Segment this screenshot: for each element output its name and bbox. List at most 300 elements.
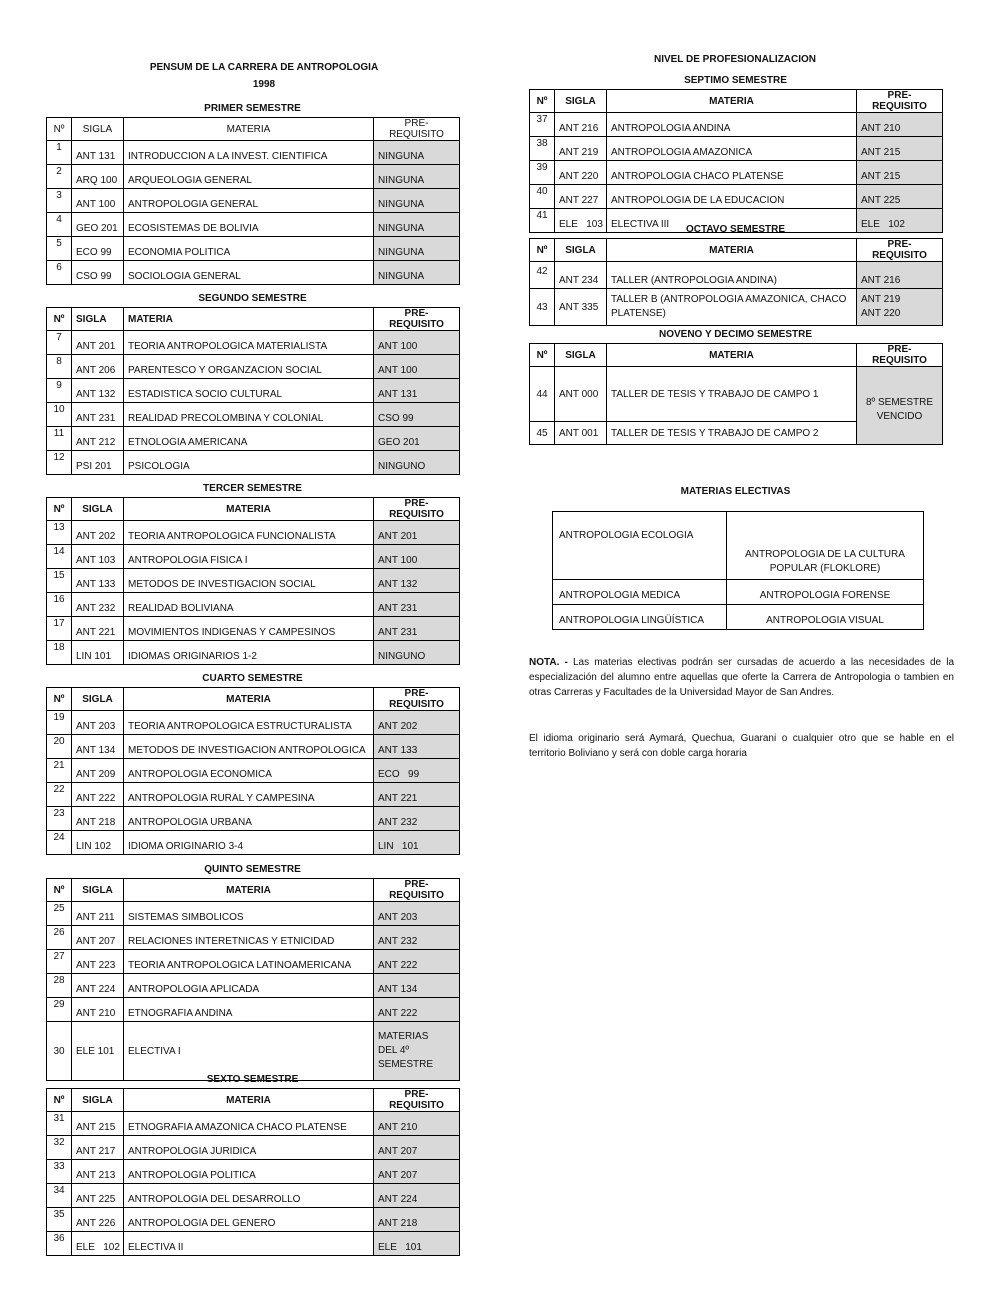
row-sigla: ANT 211: [72, 902, 124, 926]
row-sigla: ANT 133: [72, 569, 124, 593]
row-sigla: ANT 210: [72, 998, 124, 1022]
row-materia: RELACIONES INTERETNICAS Y ETNICIDAD: [124, 926, 374, 950]
col-prereq: PRE-REQUISITO: [374, 118, 460, 141]
table-row: [530, 137, 943, 161]
row-number: 7: [47, 331, 72, 355]
col-prereq: PRE-REQUISITO: [857, 239, 943, 262]
row-number: 35: [47, 1208, 72, 1232]
row-prereq: ANT 221: [374, 783, 460, 807]
right-title: NIVEL DE PROFESIONALIZACION: [653, 54, 817, 65]
table-row: [47, 379, 460, 403]
row-sigla: GEO 201: [72, 213, 124, 237]
row-sigla: ELE 101: [72, 1022, 124, 1081]
row-number: 31: [47, 1112, 72, 1136]
row-prereq: 8º SEMESTRE VENCIDO: [857, 367, 943, 445]
col-prereq: PRE-REQUISITO: [374, 498, 460, 521]
row-prereq: NINGUNA: [374, 261, 460, 285]
row-materia: ANTROPOLOGIA JURIDICA: [124, 1136, 374, 1160]
row-materia: IDIOMAS ORIGINARIOS 1-2: [124, 641, 374, 665]
table-row: [47, 521, 460, 545]
row-materia: REALIDAD BOLIVIANA: [124, 593, 374, 617]
row-number: 5: [47, 237, 72, 261]
row-materia: ANTROPOLOGIA GENERAL: [124, 189, 374, 213]
col-prereq: PRE-REQUISITO: [374, 688, 460, 711]
row-prereq: ANT 131: [374, 379, 460, 403]
row-prereq: NINGUNO: [374, 641, 460, 665]
electiva-cell: ANTROPOLOGIA LINGÜÍSTICA: [553, 605, 727, 630]
semester-table: [46, 117, 460, 285]
col-n: Nº: [530, 344, 555, 367]
table-row: [530, 185, 943, 209]
prereq-line: ANT 220: [861, 308, 901, 319]
table-row: [47, 783, 460, 807]
row-number: 6: [47, 261, 72, 285]
section-title: SEXTO SEMESTRE: [206, 1074, 299, 1085]
row-materia: ARQUEOLOGIA GENERAL: [124, 165, 374, 189]
col-n: Nº: [530, 90, 555, 113]
row-number: 23: [47, 807, 72, 831]
row-materia: TEORIA ANTROPOLOGICA LATINOAMERICANA: [124, 950, 374, 974]
row-prereq: ANT 210: [374, 1112, 460, 1136]
electiva-cell: ANTROPOLOGIA DE LA CULTURA POPULAR (FLOKLORE): [727, 512, 924, 580]
row-sigla: ANT 222: [72, 783, 124, 807]
row-prereq: ANT 100: [374, 331, 460, 355]
row-sigla: ANT 220: [555, 161, 607, 185]
row-prereq: ANT 133: [374, 735, 460, 759]
row-number: 43: [530, 289, 555, 326]
col-sigla: SIGLA: [72, 308, 124, 331]
row-materia: ELECTIVA III: [607, 209, 857, 233]
row-prereq: ANT 215: [857, 137, 943, 161]
col-materia: MATERIA: [124, 688, 374, 711]
table-row: [47, 1232, 460, 1256]
row-materia: ANTROPOLOGIA ANDINA: [607, 113, 857, 137]
row-sigla: ANT 134: [72, 735, 124, 759]
row-materia: TEORIA ANTROPOLOGICA FUNCIONALISTA: [124, 521, 374, 545]
row-sigla: ANT 206: [72, 355, 124, 379]
row-number: 39: [530, 161, 555, 185]
table-row: [47, 569, 460, 593]
col-sigla: SIGLA: [555, 239, 607, 262]
prereq-line: MATERIAS: [378, 1031, 429, 1042]
row-number: 24: [47, 831, 72, 855]
prereq-line: DEL 4º: [378, 1045, 410, 1056]
section-title: SEPTIMO SEMESTRE: [684, 75, 787, 86]
row-sigla: ANT 213: [72, 1160, 124, 1184]
row-number: 34: [47, 1184, 72, 1208]
semester-table: [529, 343, 943, 445]
col-n: Nº: [47, 1089, 72, 1112]
prereq-line: ANT 219: [861, 294, 901, 305]
row-materia: ELECTIVA I: [124, 1022, 374, 1081]
col-n: Nº: [47, 688, 72, 711]
row-sigla: ANT 232: [72, 593, 124, 617]
row-materia: TALLER DE TESIS Y TRABAJO DE CAMPO 1: [607, 367, 857, 422]
table-row: [47, 1184, 460, 1208]
table-row: [47, 355, 460, 379]
row-materia: PARENTESCO Y ORGANZACION SOCIAL: [124, 355, 374, 379]
row-number: 8: [47, 355, 72, 379]
row-sigla: ELE 103: [555, 209, 607, 233]
table-row: [47, 926, 460, 950]
row-materia: ETNOGRAFIA ANDINA: [124, 998, 374, 1022]
row-number: 37: [530, 113, 555, 137]
row-number: 19: [47, 711, 72, 735]
row-prereq: ANT 202: [374, 711, 460, 735]
row-materia: ANTROPOLOGIA DEL DESARROLLO: [124, 1184, 374, 1208]
row-sigla: ANT 227: [555, 185, 607, 209]
row-number: 12: [47, 451, 72, 475]
row-number: 28: [47, 974, 72, 998]
row-prereq: ANT 222: [374, 998, 460, 1022]
electivas-table: [552, 511, 924, 630]
table-row: [530, 289, 943, 326]
row-materia: ETNOGRAFIA AMAZONICA CHACO PLATENSE: [124, 1112, 374, 1136]
row-sigla: ANT 234: [555, 262, 607, 289]
row-materia: TALLER (ANTROPOLOGIA ANDINA): [607, 262, 857, 289]
row-number: 36: [47, 1232, 72, 1256]
row-number: 26: [47, 926, 72, 950]
row-materia: METODOS DE INVESTIGACION SOCIAL: [124, 569, 374, 593]
row-number: 22: [47, 783, 72, 807]
row-sigla: ANT 103: [72, 545, 124, 569]
table-row: [47, 427, 460, 451]
row-sigla: ANT 202: [72, 521, 124, 545]
semester-table: [46, 497, 460, 665]
row-materia: METODOS DE INVESTIGACION ANTROPOLOGICA: [124, 735, 374, 759]
row-materia: TALLER DE TESIS Y TRABAJO DE CAMPO 2: [607, 422, 857, 445]
row-materia: REALIDAD PRECOLOMBINA Y COLONIAL: [124, 403, 374, 427]
row-prereq: ELE 102: [857, 209, 943, 233]
row-sigla: ANT 217: [72, 1136, 124, 1160]
table-row: [47, 403, 460, 427]
row-number: 14: [47, 545, 72, 569]
row-prereq: NINGUNA: [374, 165, 460, 189]
row-sigla: ANT 201: [72, 331, 124, 355]
row-prereq: ANT 132: [374, 569, 460, 593]
row-number: 16: [47, 593, 72, 617]
row-number: 29: [47, 998, 72, 1022]
row-number: 2: [47, 165, 72, 189]
col-n: Nº: [47, 308, 72, 331]
nota-paragraph: [529, 655, 954, 700]
row-prereq: NINGUNA: [374, 189, 460, 213]
row-sigla: ANT 203: [72, 711, 124, 735]
table-row: [553, 580, 924, 605]
row-materia: PSICOLOGIA: [124, 451, 374, 475]
row-prereq: ANT 232: [374, 807, 460, 831]
col-n: Nº: [530, 239, 555, 262]
row-prereq: ANT 134: [374, 974, 460, 998]
row-number: 4: [47, 213, 72, 237]
table-row: [47, 165, 460, 189]
table-row: [47, 213, 460, 237]
electiva-cell: ANTROPOLOGIA FORENSE: [727, 580, 924, 605]
row-materia: TEORIA ANTROPOLOGICA ESTRUCTURALISTA: [124, 711, 374, 735]
row-sigla: PSI 201: [72, 451, 124, 475]
row-sigla: ANT 209: [72, 759, 124, 783]
semester-table: [46, 878, 460, 1081]
prereq-line: SEMESTRE: [378, 1059, 434, 1070]
electiva-cell: ANTROPOLOGIA ECOLOGIA: [553, 512, 727, 580]
row-number: 13: [47, 521, 72, 545]
row-materia: ESTADISTICA SOCIO CULTURAL: [124, 379, 374, 403]
semester-table: [46, 307, 460, 475]
table-row: [47, 1112, 460, 1136]
section-title: QUINTO SEMESTRE: [204, 864, 301, 875]
row-materia: ANTROPOLOGIA APLICADA: [124, 974, 374, 998]
table-row: [47, 189, 460, 213]
col-sigla: SIGLA: [555, 90, 607, 113]
table-row: [47, 545, 460, 569]
section-sexto-semestre: [46, 1071, 459, 1256]
col-sigla: SIGLA: [72, 498, 124, 521]
row-prereq: ECO 99: [374, 759, 460, 783]
row-prereq: ANT 231: [374, 593, 460, 617]
table-row: [47, 141, 460, 165]
row-sigla: ANT 131: [72, 141, 124, 165]
col-materia: MATERIA: [607, 344, 857, 367]
section-tercer-semestre: [46, 480, 459, 665]
row-number: 3: [47, 189, 72, 213]
row-number: 17: [47, 617, 72, 641]
table-row: [47, 451, 460, 475]
row-materia: ANTROPOLOGIA DEL GENERO: [124, 1208, 374, 1232]
row-materia: ELECTIVA II: [124, 1232, 374, 1256]
row-materia: ANTROPOLOGIA ECONOMICA: [124, 759, 374, 783]
nota-label: NOTA. -: [529, 657, 568, 668]
section-title: NOVENO Y DECIMO SEMESTRE: [659, 329, 812, 340]
col-materia: MATERIA: [124, 879, 374, 902]
row-prereq: ANT 100: [374, 355, 460, 379]
row-sigla: ANT 207: [72, 926, 124, 950]
row-sigla: LIN 101: [72, 641, 124, 665]
idioma-paragraph: El idioma originario será Aymará, Quechua, Guarani o cualquier otro que se hable en el territorio Boliviano y será con doble carga horaria: [529, 733, 954, 759]
row-number: 20: [47, 735, 72, 759]
row-sigla: ELE 102: [72, 1232, 124, 1256]
col-materia: MATERIA: [124, 118, 374, 141]
row-sigla: ANT 335: [555, 289, 607, 326]
row-number: 10: [47, 403, 72, 427]
row-materia: TEORIA ANTROPOLOGICA MATERIALISTA: [124, 331, 374, 355]
col-prereq: PRE-REQUISITO: [374, 308, 460, 331]
row-prereq: NINGUNA: [374, 213, 460, 237]
row-sigla: ANT 215: [72, 1112, 124, 1136]
row-prereq: ELE 101: [374, 1232, 460, 1256]
col-materia: MATERIA: [124, 498, 374, 521]
row-prereq: NINGUNA: [374, 141, 460, 165]
row-sigla: ANT 218: [72, 807, 124, 831]
row-prereq: ANT 216: [857, 262, 943, 289]
row-materia: ANTROPOLOGIA POLITICA: [124, 1160, 374, 1184]
row-sigla: ANT 132: [72, 379, 124, 403]
col-materia: MATERIA: [607, 239, 857, 262]
table-row: [47, 974, 460, 998]
electivas-table-wrap: [552, 511, 923, 630]
row-materia: SOCIOLOGIA GENERAL: [124, 261, 374, 285]
section-title: OCTAVO SEMESTRE: [685, 224, 786, 235]
row-sigla: ANT 219: [555, 137, 607, 161]
table-row: [47, 735, 460, 759]
row-number: 42: [530, 262, 555, 289]
row-number: 18: [47, 641, 72, 665]
table-row: [47, 831, 460, 855]
row-number: 30: [47, 1022, 72, 1081]
row-sigla: LIN 102: [72, 831, 124, 855]
row-prereq: ANT 222: [374, 950, 460, 974]
row-prereq: ANT 207: [374, 1160, 460, 1184]
table-row: [47, 331, 460, 355]
row-number: 33: [47, 1160, 72, 1184]
col-sigla: SIGLA: [72, 688, 124, 711]
table-row: [47, 1208, 460, 1232]
row-sigla: CSO 99: [72, 261, 124, 285]
row-materia: ECONOMIA POLITICA: [124, 237, 374, 261]
row-sigla: ANT 212: [72, 427, 124, 451]
row-number: 11: [47, 427, 72, 451]
table-row: [530, 367, 943, 422]
col-materia: MATERIA: [607, 90, 857, 113]
electivas-title: MATERIAS ELECTIVAS: [680, 486, 791, 497]
table-row: [47, 711, 460, 735]
row-prereq: ANT 100: [374, 545, 460, 569]
row-materia: ANTROPOLOGIA FISICA I: [124, 545, 374, 569]
row-sigla: ANT 224: [72, 974, 124, 998]
row-materia: ANTROPOLOGIA AMAZONICA: [607, 137, 857, 161]
section-segundo-semestre: [46, 290, 459, 475]
table-row: [47, 1136, 460, 1160]
row-number: 21: [47, 759, 72, 783]
row-materia: SISTEMAS SIMBOLICOS: [124, 902, 374, 926]
col-prereq: PRE-REQUISITO: [857, 90, 943, 113]
section-title: SEGUNDO SEMESTRE: [198, 293, 307, 304]
col-prereq: PRE-REQUISITO: [374, 1089, 460, 1112]
row-sigla: ANT 221: [72, 617, 124, 641]
section-primer-semestre: [46, 100, 459, 285]
col-prereq: PRE-REQUISITO: [857, 344, 943, 367]
row-sigla: ANT 226: [72, 1208, 124, 1232]
row-prereq: NINGUNO: [374, 451, 460, 475]
table-row: [47, 261, 460, 285]
table-row: [47, 950, 460, 974]
row-prereq: ANT 232: [374, 926, 460, 950]
table-row: [47, 902, 460, 926]
electiva-cell: ANTROPOLOGIA VISUAL: [727, 605, 924, 630]
section-septimo-semestre: [529, 72, 942, 233]
col-sigla: SIGLA: [555, 344, 607, 367]
col-prereq: PRE-REQUISITO: [374, 879, 460, 902]
row-prereq: ANT 218: [374, 1208, 460, 1232]
row-number: 27: [47, 950, 72, 974]
table-row: [553, 512, 924, 580]
row-materia: ANTROPOLOGIA RURAL Y CAMPESINA: [124, 783, 374, 807]
semester-table: [46, 1088, 460, 1256]
row-prereq: ANT 203: [374, 902, 460, 926]
col-materia: MATERIA: [124, 308, 374, 331]
table-row: [530, 113, 943, 137]
row-prereq: CSO 99: [374, 403, 460, 427]
row-sigla: ARQ 100: [72, 165, 124, 189]
section-octavo-semestre: [529, 221, 942, 326]
section-title: PRIMER SEMESTRE: [204, 103, 301, 114]
table-row: [47, 617, 460, 641]
semester-table: [46, 687, 460, 855]
row-prereq: NINGUNA: [374, 237, 460, 261]
row-sigla: ANT 231: [72, 403, 124, 427]
row-number: 25: [47, 902, 72, 926]
table-row: [47, 998, 460, 1022]
row-number: 1: [47, 141, 72, 165]
row-prereq: ANT 210: [857, 113, 943, 137]
row-number: 32: [47, 1136, 72, 1160]
row-number: 15: [47, 569, 72, 593]
row-prereq: ANT 231: [374, 617, 460, 641]
col-sigla: SIGLA: [72, 1089, 124, 1112]
row-sigla: ANT 223: [72, 950, 124, 974]
row-materia: ANTROPOLOGIA CHACO PLATENSE: [607, 161, 857, 185]
row-number: 9: [47, 379, 72, 403]
table-row: [47, 641, 460, 665]
row-prereq: ANT 201: [374, 521, 460, 545]
row-sigla: ANT 216: [555, 113, 607, 137]
col-sigla: SIGLA: [72, 879, 124, 902]
table-row: [47, 759, 460, 783]
semester-table: [529, 238, 943, 326]
row-prereq: [857, 289, 943, 326]
table-row: [530, 161, 943, 185]
row-materia: ETNOLOGIA AMERICANA: [124, 427, 374, 451]
col-n: Nº: [47, 498, 72, 521]
row-number: 40: [530, 185, 555, 209]
row-sigla: ANT 100: [72, 189, 124, 213]
table-row: [553, 605, 924, 630]
row-number: 41: [530, 209, 555, 233]
table-row: [47, 1160, 460, 1184]
semester-table: [529, 89, 943, 233]
row-prereq: GEO 201: [374, 427, 460, 451]
row-number: 44: [530, 367, 555, 422]
col-materia: MATERIA: [124, 1089, 374, 1112]
section-cuarto-semestre: [46, 670, 459, 855]
section-title: CUARTO SEMESTRE: [202, 673, 303, 684]
row-sigla: ANT 000: [555, 367, 607, 422]
col-n: Nº: [47, 118, 72, 141]
row-prereq: LIN 101: [374, 831, 460, 855]
row-sigla: ANT 001: [555, 422, 607, 445]
table-row: [530, 262, 943, 289]
section-quinto-semestre: [46, 861, 459, 1081]
section-title: TERCER SEMESTRE: [203, 483, 302, 494]
row-materia: TALLER B (ANTROPOLOGIA AMAZONICA, CHACO PLATENSE): [607, 289, 857, 326]
table-row: [47, 593, 460, 617]
section-noveno-decimo-semestre: [529, 326, 942, 445]
table-row: [47, 807, 460, 831]
row-number: 45: [530, 422, 555, 445]
row-prereq: ANT 215: [857, 161, 943, 185]
table-row: [47, 237, 460, 261]
row-sigla: ECO 99: [72, 237, 124, 261]
nota-text: Las materias electivas podrán ser cursadas de acuerdo a las necesidades de la especialización del alumno entre aquellas que oferte la Carrera de Antropologia o tambien en otras Carreras y Facultades de la Universidad Mayor de San Andres.: [529, 657, 955, 698]
row-materia: ANTROPOLOGIA URBANA: [124, 807, 374, 831]
row-prereq: ANT 224: [374, 1184, 460, 1208]
row-prereq: ANT 207: [374, 1136, 460, 1160]
row-prereq: ANT 225: [857, 185, 943, 209]
row-materia: IDIOMA ORIGINARIO 3-4: [124, 831, 374, 855]
row-materia: MOVIMIENTOS INDIGENAS Y CAMPESINOS: [124, 617, 374, 641]
col-sigla: SIGLA: [72, 118, 124, 141]
document-title: PENSUM DE LA CARRERA DE ANTROPOLOGIA: [149, 62, 379, 73]
row-number: 38: [530, 137, 555, 161]
